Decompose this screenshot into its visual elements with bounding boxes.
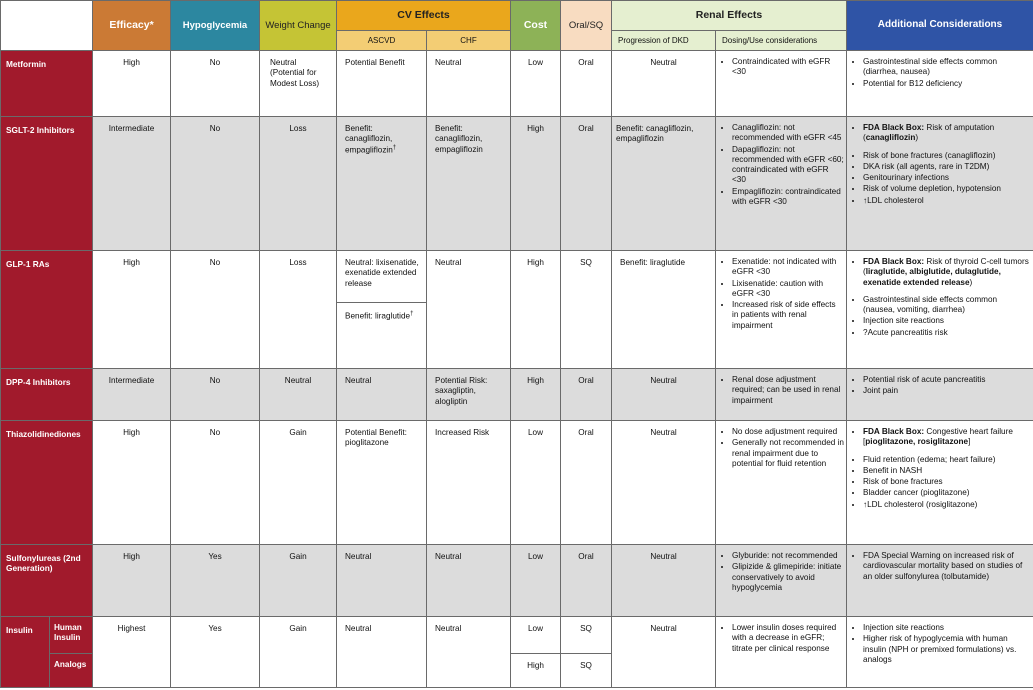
cost-cell-human: Low bbox=[511, 617, 561, 654]
drug-name: DPP-4 Inhibitors bbox=[1, 369, 93, 421]
ascvd-cell: Potential Benefit: pioglitazone bbox=[337, 421, 427, 545]
additional-item: • Injection site reactions bbox=[863, 316, 1031, 326]
additional-item: • Potential for B12 deficiency bbox=[863, 79, 1031, 89]
dkd-cell: Neutral bbox=[612, 545, 716, 617]
cost-cell: High bbox=[511, 369, 561, 421]
additional-item: • DKA risk (all agents, rare in T2DM) bbox=[863, 162, 1031, 172]
dosing-item: • No dose adjustment required bbox=[732, 427, 844, 437]
dosing-item: • Glyburide: not recommended bbox=[732, 551, 844, 561]
additional-cell bbox=[847, 117, 1033, 251]
hypoglycemia-cell: No bbox=[171, 421, 260, 545]
dosing-subheader: Dosing/Use considerations bbox=[716, 31, 847, 51]
black-box-agents: pioglitazone, rosiglitazone bbox=[865, 437, 969, 447]
weight-cell: Gain bbox=[260, 617, 337, 688]
cost-cell: Low bbox=[511, 51, 561, 117]
efficacy-cell: High bbox=[93, 51, 171, 117]
cost-cell: High bbox=[511, 251, 561, 369]
route-cell: Oral bbox=[561, 421, 612, 545]
dagger-mark: † bbox=[392, 144, 397, 151]
black-box-label: FDA Black Box: bbox=[863, 123, 925, 132]
additional-item: • Potential risk of acute pancreatitis bbox=[863, 375, 1031, 385]
ascvd-cell: Potential Benefit bbox=[337, 51, 427, 117]
dosing-cell bbox=[716, 251, 847, 369]
ascvd-subheader: ASCVD bbox=[337, 31, 427, 51]
additional-item: • Higher risk of hypoglycemia with human insulin (NPH or premixed formulations) vs. analogs bbox=[863, 634, 1031, 665]
cost-cell: Low bbox=[511, 545, 561, 617]
chf-cell: Increased Risk bbox=[427, 421, 511, 545]
additional-item: • Benefit in NASH bbox=[863, 466, 1031, 476]
dosing-item: • Empagliflozin: contraindicated with eGFR <30 bbox=[732, 187, 844, 208]
black-box-end: ) bbox=[915, 133, 919, 143]
hypoglycemia-cell: Yes bbox=[171, 545, 260, 617]
drug-name: Insulin bbox=[1, 617, 50, 688]
glp1-row bbox=[1, 251, 1033, 369]
dosing-cell bbox=[716, 421, 847, 545]
sulfonylureas-row bbox=[1, 545, 1033, 617]
additional-cell bbox=[847, 421, 1033, 545]
route-cell-human: SQ bbox=[561, 617, 612, 654]
weight-cell: Neutral (Potential for Modest Loss) bbox=[260, 51, 337, 117]
route-cell-analogs: SQ bbox=[561, 654, 612, 688]
black-box-agents: canagliflozin bbox=[865, 133, 916, 143]
dkd-cell: Neutral bbox=[612, 369, 716, 421]
efficacy-cell: High bbox=[93, 421, 171, 545]
black-box-label: FDA Black Box: bbox=[863, 427, 925, 436]
metformin-row bbox=[1, 51, 1033, 117]
black-box-warning bbox=[863, 257, 1031, 288]
weight-cell: Loss bbox=[260, 117, 337, 251]
oral-sq-header: Oral/SQ bbox=[561, 1, 612, 51]
dosing-item: • Exenatide: not indicated with eGFR <30 bbox=[732, 257, 844, 278]
insulin-type-human: Human Insulin bbox=[50, 617, 93, 654]
dosing-cell bbox=[716, 545, 847, 617]
additional-item: • Gastrointestinal side effects common (diarrhea, nausea) bbox=[863, 57, 1031, 78]
dkd-cell: Neutral bbox=[612, 617, 716, 688]
dosing-item: • Glipizide & glimepiride: initiate conservatively to avoid hypoglycemia bbox=[732, 562, 844, 593]
dkd-cell: Benefit: liraglutide bbox=[612, 251, 716, 369]
ascvd-benefit-text: Benefit: liraglutide bbox=[345, 311, 411, 321]
cost-cell: High bbox=[511, 117, 561, 251]
hypoglycemia-cell: No bbox=[171, 251, 260, 369]
renal-effects-header: Renal Effects bbox=[612, 1, 847, 31]
black-box-text: Risk of thyroid C-cell tumors ( bbox=[863, 257, 1029, 277]
weight-cell: Loss bbox=[260, 251, 337, 369]
efficacy-cell: Intermediate bbox=[93, 369, 171, 421]
ascvd-cell: Neutral bbox=[337, 617, 427, 688]
dosing-item: • Lower insulin doses required with a decrease in eGFR; titrate per clinical response bbox=[732, 623, 844, 654]
black-box-warning bbox=[863, 123, 1031, 144]
dkd-cell: Benefit: canagliflozin, empagliflozin bbox=[612, 117, 716, 251]
route-cell: Oral bbox=[561, 545, 612, 617]
dosing-item: • Dapagliflozin: not recommended with eGFR <60; contraindicated with eGFR <30 bbox=[732, 145, 844, 186]
efficacy-cell: High bbox=[93, 251, 171, 369]
dosing-item: • Generally not recommended in renal impairment due to potential for fluid retention bbox=[732, 438, 844, 469]
additional-item: • ↑LDL cholesterol bbox=[863, 196, 1031, 206]
chf-cell: Neutral bbox=[427, 251, 511, 369]
dosing-item: • Canagliflozin: not recommended with eGFR <45 bbox=[732, 123, 844, 144]
hypoglycemia-cell: Yes bbox=[171, 617, 260, 688]
dosing-cell bbox=[716, 51, 847, 117]
dosing-item: • Lixisenatide: caution with eGFR <30 bbox=[732, 279, 844, 300]
black-box-agents: liraglutide, albiglutide, dulaglutide, exenatide extended release bbox=[863, 267, 1001, 287]
tzd-row bbox=[1, 421, 1033, 545]
ascvd-cell: Neutral bbox=[337, 545, 427, 617]
ascvd-cell: Neutral bbox=[337, 369, 427, 421]
black-box-warning bbox=[863, 427, 1031, 448]
cost-cell: Low bbox=[511, 421, 561, 545]
black-box-text: Risk of amputation ( bbox=[863, 123, 995, 143]
dkd-cell: Neutral bbox=[612, 51, 716, 117]
weight-cell: Gain bbox=[260, 421, 337, 545]
dosing-item: • Increased risk of side effects in patients with renal impairment bbox=[732, 300, 844, 331]
dpp4-row bbox=[1, 369, 1033, 421]
additional-item: • Gastrointestinal side effects common (nausea, vomiting, diarrhea) bbox=[863, 295, 1031, 316]
dosing-cell bbox=[716, 369, 847, 421]
dosing-item: • Renal dose adjustment required; can be used in renal impairment bbox=[732, 375, 844, 406]
chf-cell: Neutral bbox=[427, 617, 511, 688]
chf-cell: Neutral bbox=[427, 545, 511, 617]
dosing-cell bbox=[716, 117, 847, 251]
additional-item: • FDA Special Warning on increased risk of cardiovascular mortality based on studies of an older sulfonylurea (tolbutamide) bbox=[863, 551, 1031, 582]
ascvd-benefit bbox=[337, 302, 426, 322]
efficacy-cell: Highest bbox=[93, 617, 171, 688]
dagger-mark: † bbox=[410, 311, 414, 317]
efficacy-header: Efficacy* bbox=[93, 1, 171, 51]
additional-cell bbox=[847, 617, 1033, 688]
additional-item: • Risk of volume depletion, hypotension bbox=[863, 184, 1031, 194]
dosing-cell bbox=[716, 617, 847, 688]
cv-effects-header: CV Effects bbox=[337, 1, 511, 31]
chf-cell: Potential Risk: saxagliptin, alogliptin bbox=[427, 369, 511, 421]
additional-considerations-header: Additional Considerations bbox=[847, 1, 1033, 51]
additional-cell bbox=[847, 545, 1033, 617]
drug-name: SGLT-2 Inhibitors bbox=[1, 117, 93, 251]
hypoglycemia-cell: No bbox=[171, 51, 260, 117]
route-cell: Oral bbox=[561, 51, 612, 117]
route-cell: SQ bbox=[561, 251, 612, 369]
additional-item: • Bladder cancer (pioglitazone) bbox=[863, 488, 1031, 498]
chf-cell: Neutral bbox=[427, 51, 511, 117]
insulin-type-analogs: Analogs bbox=[50, 654, 93, 688]
drug-name: Metformin bbox=[1, 51, 93, 117]
weight-cell: Gain bbox=[260, 545, 337, 617]
drug-name: Sulfonylureas (2nd Generation) bbox=[1, 545, 93, 617]
route-cell: Oral bbox=[561, 117, 612, 251]
dosing-item: • Contraindicated with eGFR <30 bbox=[732, 57, 844, 78]
efficacy-cell: High bbox=[93, 545, 171, 617]
ascvd-cell bbox=[337, 117, 427, 251]
additional-cell bbox=[847, 369, 1033, 421]
ascvd-neutral: Neutral: lixisenatide, exenatide extended release bbox=[345, 258, 419, 288]
weight-change-header: Weight Change bbox=[260, 1, 337, 51]
additional-item: • Fluid retention (edema; heart failure) bbox=[863, 455, 1031, 465]
chf-cell: Benefit: canagliflozin, empagliflozin bbox=[427, 117, 511, 251]
black-box-label: FDA Black Box: bbox=[863, 257, 925, 266]
additional-item: • ?Acute pancreatitis risk bbox=[863, 328, 1031, 338]
hypoglycemia-cell: No bbox=[171, 369, 260, 421]
drug-name: Thiazolidinediones bbox=[1, 421, 93, 545]
additional-item: • Genitourinary infections bbox=[863, 173, 1031, 183]
additional-item: • Injection site reactions bbox=[863, 623, 1031, 633]
chf-subheader: CHF bbox=[427, 31, 511, 51]
additional-item: • Joint pain bbox=[863, 386, 1031, 396]
dkd-cell: Neutral bbox=[612, 421, 716, 545]
efficacy-cell: Intermediate bbox=[93, 117, 171, 251]
additional-cell bbox=[847, 51, 1033, 117]
ascvd-text: Benefit: canagliflozin, empagliflozin bbox=[345, 124, 393, 155]
dkd-subheader: Progression of DKD bbox=[612, 31, 716, 51]
additional-item: • Risk of bone fractures bbox=[863, 477, 1031, 487]
hypoglycemia-header: Hypoglycemia bbox=[171, 1, 260, 51]
sglt2-row bbox=[1, 117, 1033, 251]
insulin-row bbox=[1, 617, 1033, 654]
weight-cell: Neutral bbox=[260, 369, 337, 421]
additional-item: • ↑LDL cholesterol (rosiglitazone) bbox=[863, 500, 1031, 510]
additional-item: • Risk of bone fractures (canagliflozin) bbox=[863, 151, 1031, 161]
ascvd-cell bbox=[337, 251, 427, 369]
route-cell: Oral bbox=[561, 369, 612, 421]
hypoglycemia-cell: No bbox=[171, 117, 260, 251]
black-box-end: ] bbox=[968, 437, 971, 447]
black-box-text: Congestive heart failure [ bbox=[863, 427, 1013, 447]
corner-cell bbox=[1, 1, 93, 51]
drug-name: GLP-1 RAs bbox=[1, 251, 93, 369]
cost-header: Cost bbox=[511, 1, 561, 51]
cost-cell-analogs: High bbox=[511, 654, 561, 688]
additional-cell bbox=[847, 251, 1033, 369]
black-box-end: ) bbox=[969, 277, 973, 287]
